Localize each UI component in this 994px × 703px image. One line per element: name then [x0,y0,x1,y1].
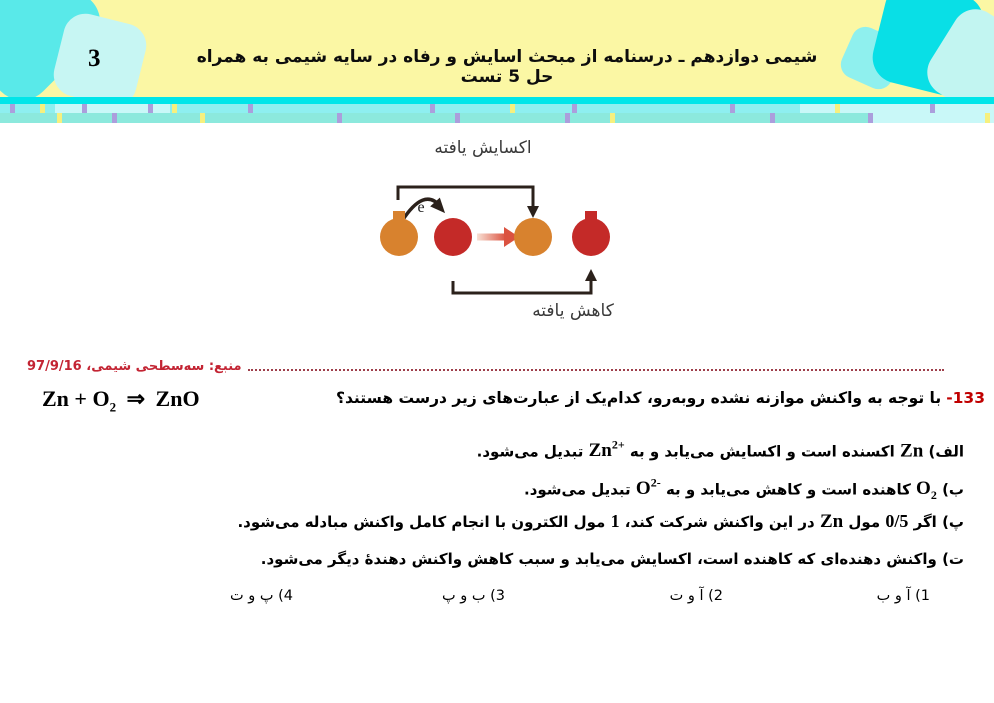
page-title: شیمی دوازدهم ـ درسنامه از مبحث اسایش و رفاه در سایه شیمی به همراه حل 5 تست [196,47,818,87]
statement-b-text2: تبدیل می‌شود. [524,480,631,499]
strip-tick [730,104,735,113]
statement-p-text4: مول الکترون با انجام کامل واکنش مبادله می‌شود. [237,513,606,531]
formula-zn: Zn [819,511,844,532]
red-atom [434,218,472,256]
statement-t-label: ت) [942,550,964,568]
electron-label: e [417,199,425,216]
formula-o2: $O_2$ [916,478,937,503]
source-line [27,356,944,374]
up-arrowhead-icon [585,269,597,281]
reduction-label: کاهش یافته [532,301,614,321]
strip-bar [800,104,994,113]
strip-tick [930,104,935,113]
answer-choice-1: 1) آ و ب [876,588,930,604]
strip-tick [572,104,577,113]
statement-b-text1: کاهنده است و کاهش می‌یابد و به [665,480,911,499]
strip-tick [112,113,117,123]
reaction-arrow-body [477,234,506,241]
statement-b [524,468,964,503]
strip-tick [835,104,840,113]
reactant-o2: $O_2$ [92,386,117,415]
strip-tick [455,113,460,123]
formula-zn2plus: $Zn^{2+}$ [588,438,625,462]
red-atom [572,218,610,256]
statement-t-text1: واکنش دهنده‌ای که کاهنده است، اکسایش می‌یابد و سبب کاهش واکنش دهندهٔ دیگر می‌شود. [260,550,937,568]
dotted-rule [248,369,944,371]
strip-tick [40,104,45,113]
statement-p-label: پ) [942,513,964,531]
statement-a-text1: اکسنده است و اکسایش می‌یابد و به [629,442,895,461]
answer-choice-2: 2) آ و ت [669,588,723,604]
answer-choice-3: 3) ب و پ [441,588,505,604]
statement-b-label: ب) [942,480,964,499]
decor-strip [0,97,994,124]
strip-tick [868,113,873,123]
strip-bar [0,113,868,123]
plus-sign: + [74,386,87,411]
strip-tick [10,104,15,113]
redox-diagram [380,175,640,305]
question-number: 133- [946,389,985,407]
orange-atom [380,218,418,256]
chemical-equation [42,386,200,415]
reactant-zn: Zn [42,386,69,411]
strip-tick [172,104,177,113]
orange-atom [514,218,552,256]
statement-p-text2: مول [848,513,881,531]
equation-arrow-icon: ⇒ [126,386,146,411]
page-header [0,0,994,97]
strip-bar [0,97,994,104]
product-zno: ZnO [155,386,200,411]
strip-tick [200,113,205,123]
statement-p [237,506,964,536]
formula-zn: Zn [900,440,924,462]
strip-tick [430,104,435,113]
down-arrowhead-icon [527,206,539,218]
strip-bar [868,113,994,123]
statement-p-text3: در این واکنش شرکت کند، [624,513,815,531]
statement-t [261,544,964,574]
statement-a [477,430,964,460]
strip-tick [510,104,515,113]
statement-a-text2: تبدیل می‌شود. [476,442,584,461]
strip-tick [985,113,990,123]
answer-choice-4: 4) پ و ت [229,588,293,604]
strip-tick [770,113,775,123]
page-number: 3 [88,45,101,72]
strip-tick [248,104,253,113]
statement-p-text1: اگر [913,513,937,531]
question-text: با توجه به واکنش موازنه نشده روبه‌رو، کدام‌یک از عبارت‌های زیر درست هستند؟ [335,389,942,407]
mole-value: 0/5 [885,511,909,531]
strip-tick [337,113,342,123]
statement-a-label: الف) [928,442,964,461]
strip-tick [565,113,570,123]
reduction-bracket [453,279,591,293]
strip-tick [82,104,87,113]
formula-o2minus: $O^{2-}$ [635,476,661,500]
strip-tick [57,113,62,123]
oxidation-label: اکسایش یافته [434,138,532,158]
electron-mole-value: 1 [610,511,620,531]
strip-tick [610,113,615,123]
question-row [336,389,985,407]
source-text: منبع: سه‌سطحی شیمی، 97/9/16 [27,359,242,374]
strip-tick [148,104,153,113]
